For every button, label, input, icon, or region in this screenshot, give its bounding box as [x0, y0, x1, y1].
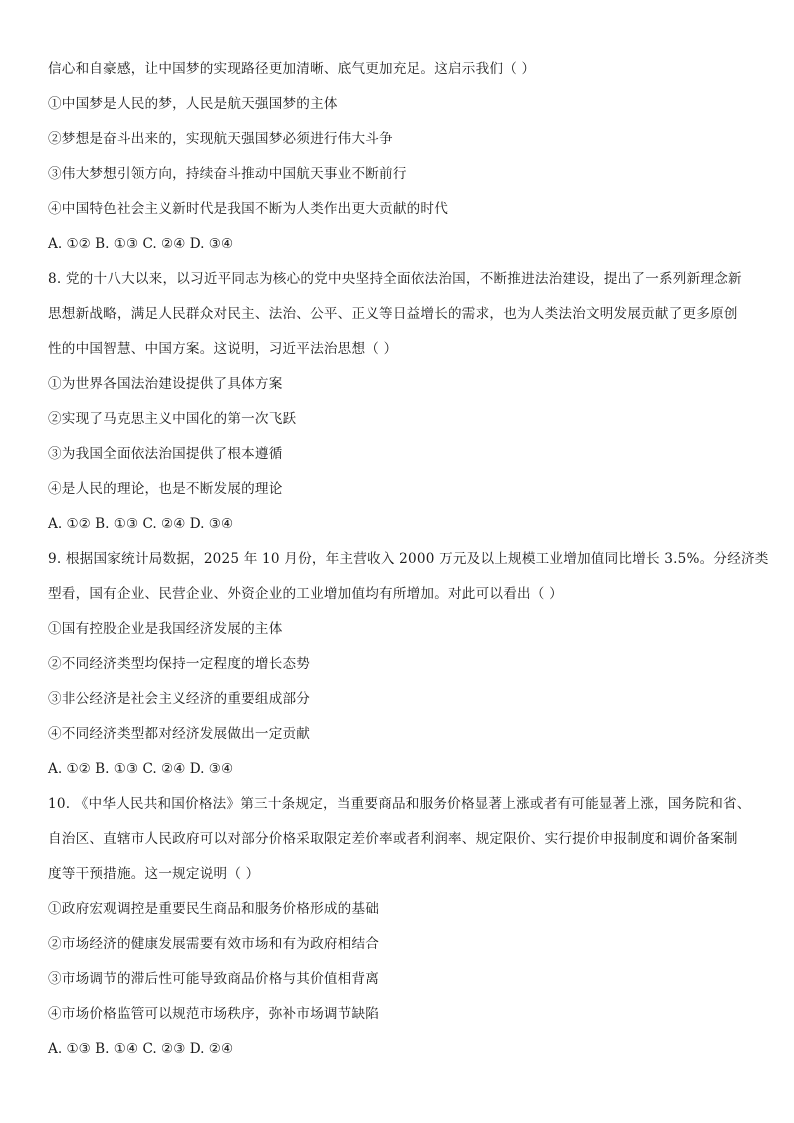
option-1: ①政府宏观调控是重要民生商品和服务价格形成的基础	[48, 901, 380, 917]
question-9	[48, 542, 769, 787]
question-8	[48, 262, 754, 542]
question-7	[48, 52, 754, 262]
option-4: ④是人民的理论，也是不断发展的理论	[48, 481, 283, 497]
question-stem-line: 8. 党的十八大以来，以习近平同志为核心的党中央坚持全面依法治国，不断推进法治建设，提出了一系列新理念新	[48, 271, 742, 287]
option-3: ③为我国全面依法治国提供了根本遵循	[48, 446, 283, 462]
option-1: ①为世界各国法治建设提供了具体方案	[48, 376, 283, 392]
option-2: ②市场经济的健康发展需要有效市场和有为政府相结合	[48, 936, 380, 952]
question-stem-line: 9. 根据国家统计局数据，2025 年 10 月份，年主营收入 2000 万元及以上规模工业增加值同比增长 3.5%。分经济类	[48, 551, 769, 567]
option-3: ③伟大梦想引领方向，持续奋斗推动中国航天事业不断前行	[48, 166, 407, 182]
option-3: ③市场调节的滞后性可能导致商品价格与其价值相背离	[48, 971, 380, 987]
question-stem-line: 10. 《中华人民共和国价格法》第三十条规定，当重要商品和服务价格显著上涨或者有可能显著上涨，国务院和省、	[48, 796, 751, 812]
answer-choices: A. ①② B. ①③ C. ②④ D. ③④	[48, 236, 234, 252]
question-stem-line: 度等干预措施。这一规定说明（ ）	[48, 866, 260, 882]
option-4: ④市场价格监管可以规范市场秩序，弥补市场调节缺陷	[48, 1006, 380, 1022]
exam-page	[48, 52, 769, 1067]
question-stem-line: 信心和自豪感，让中国梦的实现路径更加清晰、底气更加充足。这启示我们（ ）	[48, 61, 536, 77]
option-1: ①国有控股企业是我国经济发展的主体	[48, 621, 283, 637]
answer-choices: A. ①③ B. ①④ C. ②③ D. ②④	[48, 1041, 234, 1057]
option-2: ②梦想是奋斗出来的，实现航天强国梦必须进行伟大斗争	[48, 131, 393, 147]
option-4: ④不同经济类型都对经济发展做出一定贡献	[48, 726, 311, 742]
question-stem-line: 型看，国有企业、民营企业、外资企业的工业增加值均有所增加。对此可以看出（ ）	[48, 586, 563, 602]
question-10	[48, 787, 754, 1067]
question-stem-line: 自治区、直辖市人民政府可以对部分价格采取限定差价率或者利润率、规定限价、实行提价申报制度和调价备案制	[48, 831, 738, 847]
answer-choices: A. ①② B. ①③ C. ②④ D. ③④	[48, 516, 234, 532]
option-2: ②实现了马克思主义中国化的第一次飞跃	[48, 411, 297, 427]
option-1: ①中国梦是人民的梦，人民是航天强国梦的主体	[48, 96, 338, 112]
question-stem-line: 性的中国智慧、中国方案。这说明，习近平法治思想（ ）	[48, 341, 398, 357]
option-2: ②不同经济类型均保持一定程度的增长态势	[48, 656, 311, 672]
option-4: ④中国特色社会主义新时代是我国不断为人类作出更大贡献的时代	[48, 201, 449, 217]
option-3: ③非公经济是社会主义经济的重要组成部分	[48, 691, 311, 707]
question-stem-line: 思想新战略，满足人民群众对民主、法治、公平、正义等日益增长的需求，也为人类法治文明发展贡献了更多原创	[48, 306, 738, 322]
answer-choices: A. ①② B. ①③ C. ②④ D. ③④	[48, 761, 234, 777]
